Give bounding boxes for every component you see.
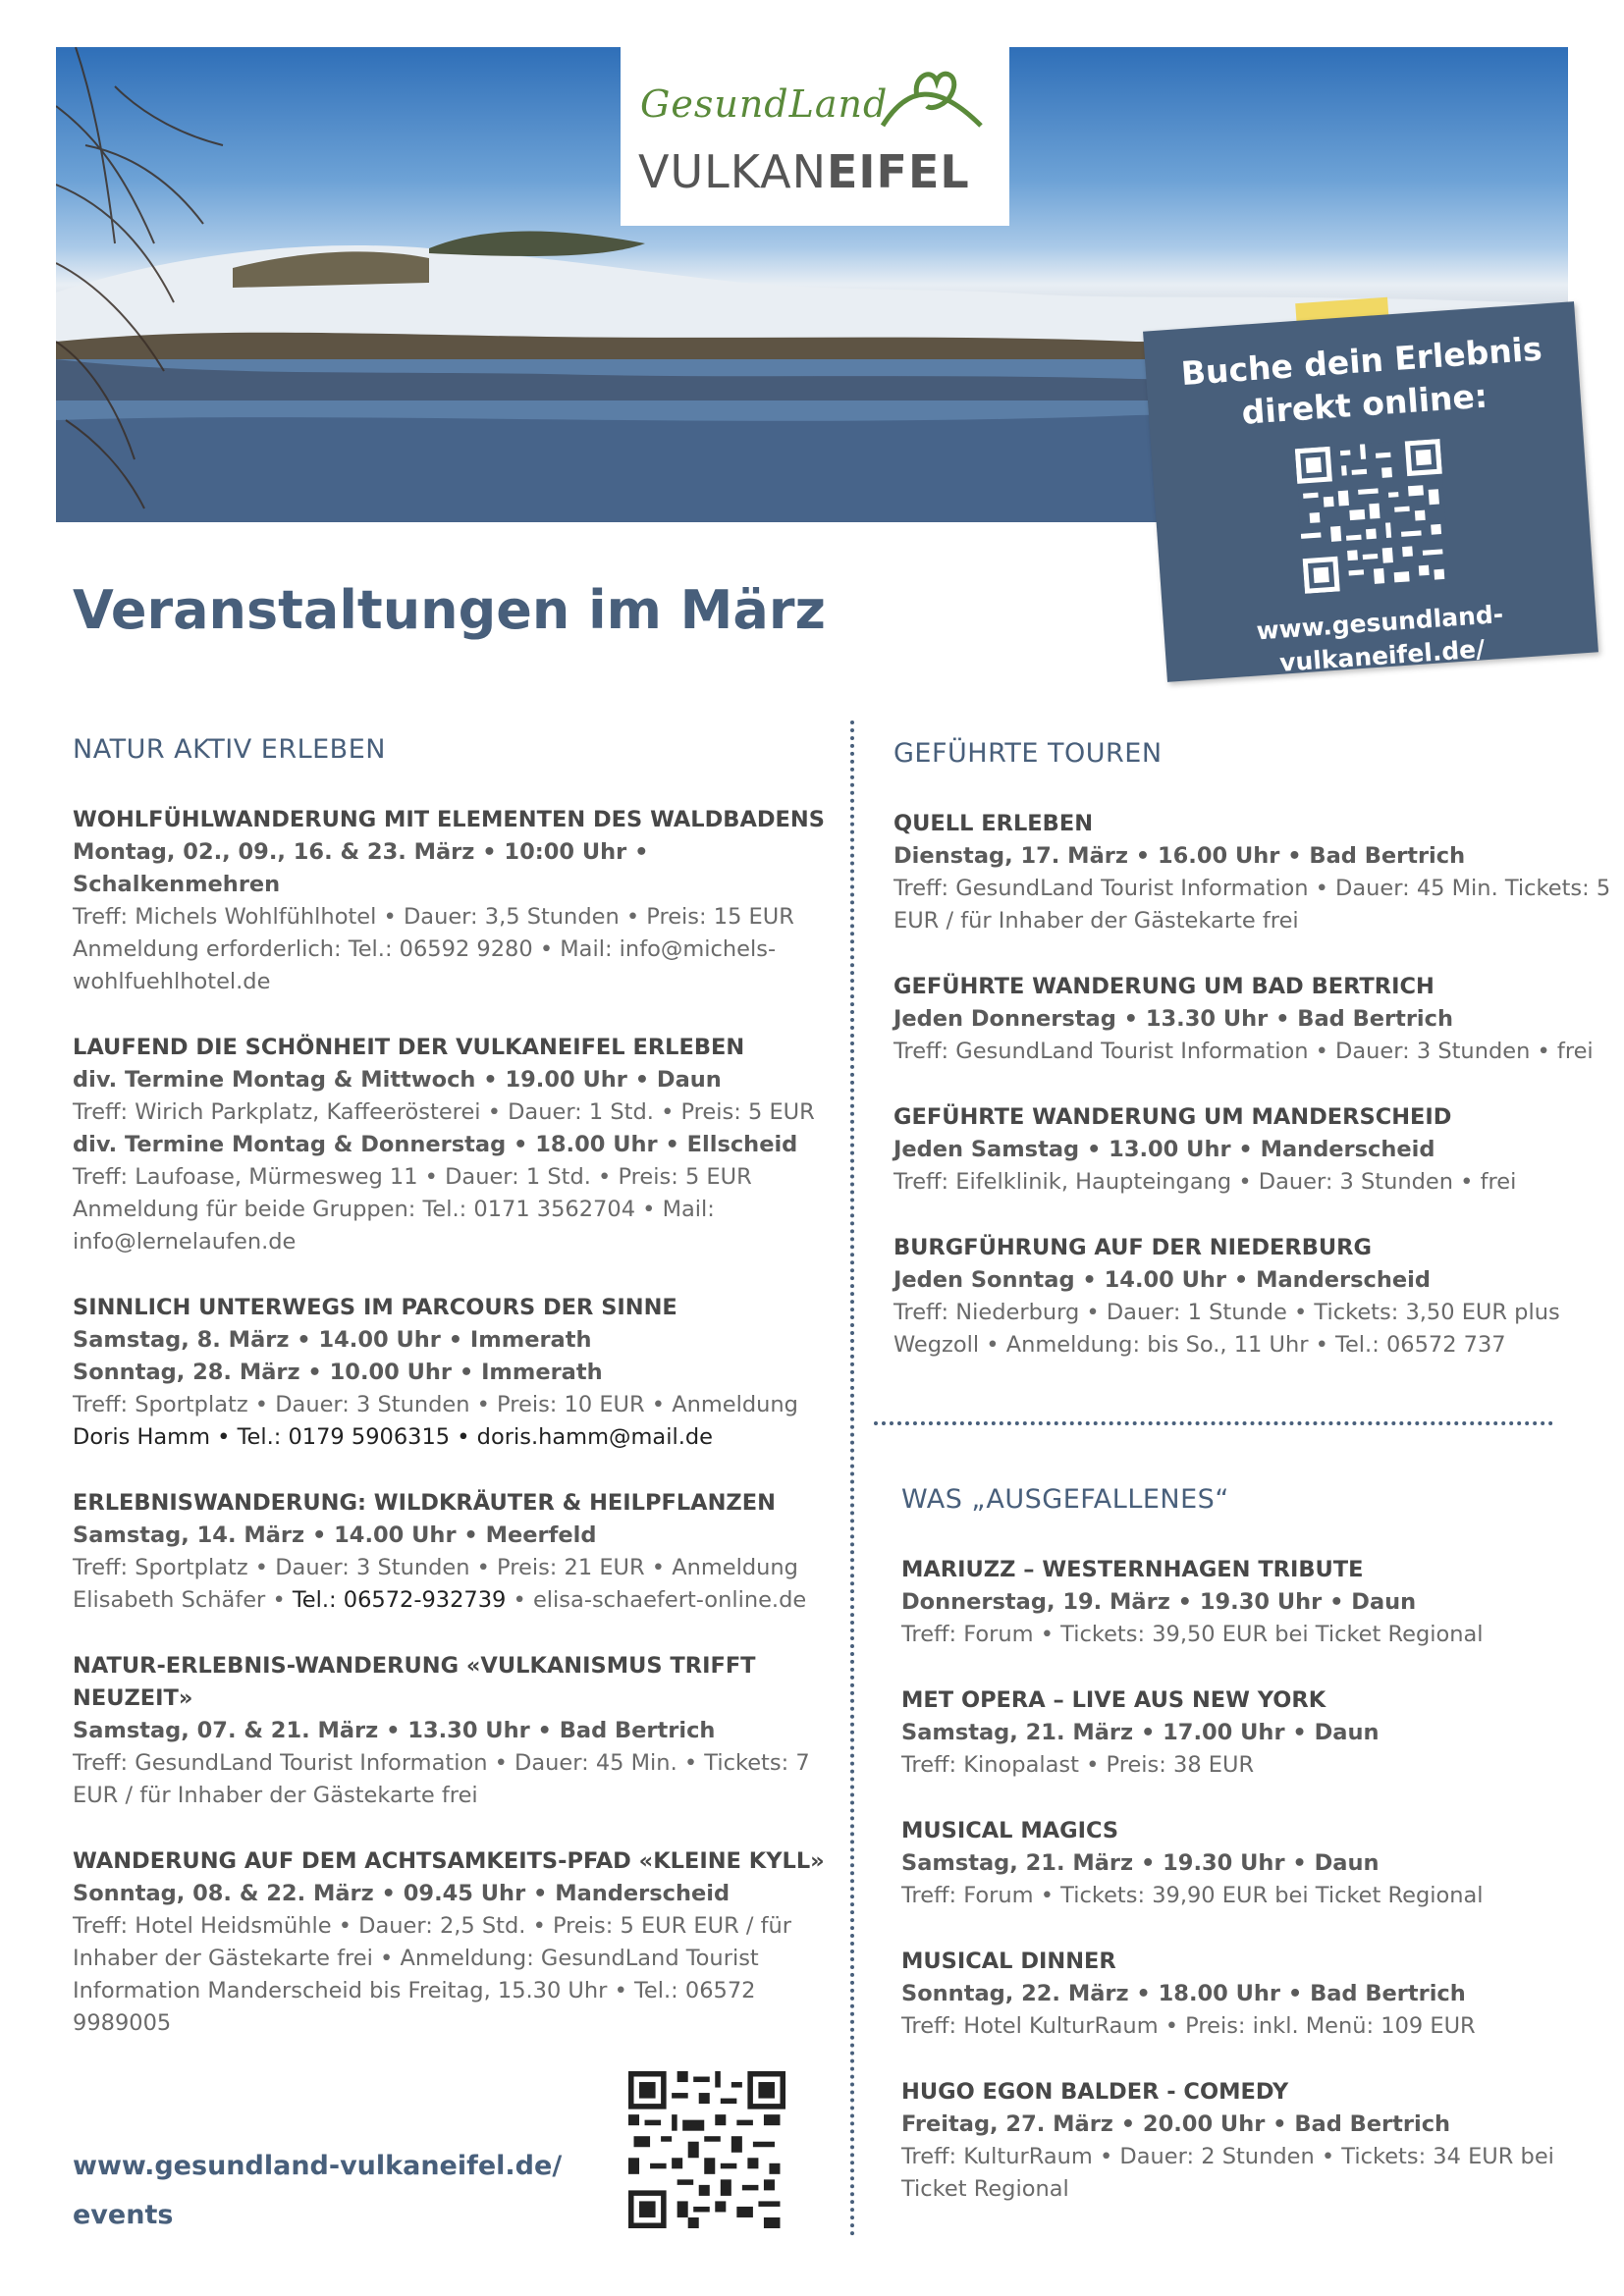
event-info: Treff: KulturRaum • Dauer: 2 Stunden • Tickets: 34 EUR bei Ticket Regional	[901, 2144, 1554, 2202]
event-item	[73, 1292, 839, 1454]
event-title: WANDERUNG AUF DEM ACHTSAMKEITS-PFAD «KLEINE KYLL»	[73, 1848, 825, 1874]
event-date: Jeden Donnerstag • 13.30 Uhr • Bad Bertrich	[893, 1006, 1453, 1032]
heart-leaf-logo-icon	[878, 57, 986, 135]
event-date-secondary: div. Termine Montag & Donnerstag • 18.00 Uhr • Ellscheid	[73, 1132, 798, 1157]
footer-events-link[interactable]	[73, 2142, 562, 2240]
event-info: Treff: Forum • Tickets: 39,90 EUR bei Ticket Regional	[901, 1883, 1484, 1908]
event-item	[901, 1554, 1589, 1651]
event-item	[73, 1650, 839, 1812]
event-title: HUGO EGON BALDER - COMEDY	[901, 2079, 1289, 2105]
event-info: Treff: Sportplatz • Dauer: 3 Stunden • Preis: 10 EUR • Anmeldung	[73, 1392, 798, 1417]
event-info: Treff: Wirich Parkplatz, Kaffeerösterei • Dauer: 1 Std. • Preis: 5 EUR	[73, 1099, 815, 1125]
event-info: Treff: GesundLand Tourist Information • Dauer: 3 Stunden • frei	[893, 1039, 1594, 1064]
event-item	[73, 1845, 839, 2040]
event-item	[893, 1101, 1620, 1199]
event-item	[893, 808, 1620, 937]
event-info: Treff: GesundLand Tourist Information • Dauer: 45 Min. • Tickets: 7 EUR / für Inhaber der Gästekarte frei	[73, 1750, 810, 1808]
booking-heading	[1145, 325, 1582, 441]
booking-heading-line2: direkt online:	[1240, 376, 1489, 432]
event-item	[901, 1815, 1589, 1912]
event-title: MUSICAL MAGICS	[901, 1818, 1119, 1843]
event-date: Jeden Samstag • 13.00 Uhr • Manderscheid	[893, 1137, 1435, 1162]
page-title: Veranstaltungen im März	[73, 579, 826, 641]
event-item	[901, 1684, 1589, 1782]
event-date: div. Termine Montag & Mittwoch • 19.00 Uhr • Daun	[73, 1067, 722, 1093]
event-title: SINNLICH UNTERWEGS IM PARCOURS DER SINNE	[73, 1295, 677, 1320]
booking-qr-code[interactable]	[1295, 439, 1450, 594]
event-contact: Doris Hamm • Tel.: 0179 5906315 • doris.hamm@mail.de	[73, 1424, 713, 1450]
section-was-ausgefallenes	[901, 1484, 1589, 2239]
event-info: Treff: Niederburg • Dauer: 1 Stunde • Tickets: 3,50 EUR plus Wegzoll • Anmeldung: bis So., 11 Uhr • Tel.: 06572 737	[893, 1300, 1560, 1358]
event-title: GEFÜHRTE WANDERUNG UM BAD BERTRICH	[893, 974, 1435, 999]
event-date: Montag, 02., 09., 16. & 23. März • 10:00 Uhr • Schalkenmehren	[73, 839, 649, 897]
event-info: Treff: GesundLand Tourist Information • Dauer: 45 Min. Tickets: 5 EUR / für Inhaber der Gästekarte frei	[893, 876, 1611, 934]
event-item	[73, 1487, 839, 1617]
event-info: Treff: Michels Wohlfühlhotel • Dauer: 3,5 Stunden • Preis: 15 EUR Anmeldung erforderlich: Tel.: 06592 9280 • Mail: info@michels-wohlfuehlhotel.de	[73, 904, 794, 994]
event-contact-web: • elisa-schaefert-online.de	[506, 1587, 807, 1613]
booking-note	[1143, 301, 1598, 713]
logo-main-text	[638, 145, 970, 198]
event-date: Sonntag, 08. & 22. März • 09.45 Uhr • Manderscheid	[73, 1881, 731, 1906]
event-date: Samstag, 21. März • 19.30 Uhr • Daun	[901, 1850, 1380, 1876]
booking-url[interactable]	[1164, 591, 1601, 721]
event-item	[901, 2076, 1589, 2206]
event-title: MET OPERA – LIVE AUS NEW YORK	[901, 1687, 1326, 1713]
section-title: NATUR AKTIV ERLEBEN	[73, 734, 386, 765]
event-contact-phone: Tel.: 06572-932739	[292, 1587, 507, 1613]
section-title: WAS „AUSGEFALLENES“	[901, 1484, 1229, 1515]
section-title: GEFÜHRTE TOUREN	[893, 738, 1163, 769]
event-contact	[73, 1584, 839, 1617]
event-title: NATUR-ERLEBNIS-WANDERUNG «VULKANISMUS TRIFFT NEUZEIT»	[73, 1653, 756, 1711]
event-item	[73, 1032, 839, 1258]
event-info-secondary: Treff: Laufoase, Mürmesweg 11 • Dauer: 1 Std. • Preis: 5 EUR Anmeldung für beide Gruppen: Tel.: 0171 3562704 • Mail: info@lernelaufen.de	[73, 1164, 752, 1255]
booking-url-line2: buchen/erlebnisse	[1257, 666, 1512, 713]
horizontal-divider	[874, 1421, 1553, 1425]
event-title: BURGFÜHRUNG AUF DER NIEDERBURG	[893, 1235, 1372, 1260]
event-title: ERLEBNISWANDERUNG: WILDKRÄUTER & HEILPFLANZEN	[73, 1490, 776, 1516]
section-natur-aktiv-erleben	[73, 734, 839, 2073]
logo-script-text: GesundLand	[640, 82, 889, 126]
event-contact-name: Elisabeth Schäfer •	[73, 1587, 293, 1613]
footer-url-line1: www.gesundland-vulkaneifel.de/	[73, 2151, 563, 2181]
event-title: MARIUZZ – WESTERNHAGEN TRIBUTE	[901, 1557, 1364, 1582]
event-title: MUSICAL DINNER	[901, 1949, 1116, 1974]
event-title: LAUFEND DIE SCHÖNHEIT DER VULKANEIFEL ERLEBEN	[73, 1035, 745, 1060]
event-date: Dienstag, 17. März • 16.00 Uhr • Bad Bertrich	[893, 843, 1466, 869]
event-date-secondary: Sonntag, 28. März • 10.00 Uhr • Immerath	[73, 1360, 603, 1385]
event-info: Treff: Hotel Heidsmühle • Dauer: 2,5 Std. • Preis: 5 EUR EUR / für Inhaber der Gästekarte frei • Anmeldung: GesundLand Tourist Information Manderscheid bis Freitag, 15.30 Uhr • Tel.: 06572 9989005	[73, 1913, 792, 2036]
booking-url-line1: www.gesundland-vulkaneifel.de/	[1255, 599, 1504, 677]
event-info: Treff: Hotel KulturRaum • Preis: inkl. Menü: 109 EUR	[901, 2013, 1476, 2039]
event-date: Donnerstag, 19. März • 19.30 Uhr • Daun	[901, 1589, 1417, 1615]
event-date: Samstag, 21. März • 17.00 Uhr • Daun	[901, 1720, 1380, 1745]
footer-url-line2: events	[73, 2200, 174, 2230]
event-title: QUELL ERLEBEN	[893, 811, 1094, 836]
event-date: Samstag, 14. März • 14.00 Uhr • Meerfeld	[73, 1522, 597, 1548]
event-date: Sonntag, 22. März • 18.00 Uhr • Bad Bertrich	[901, 1981, 1466, 2006]
event-date: Samstag, 07. & 21. März • 13.30 Uhr • Bad Bertrich	[73, 1718, 716, 1743]
event-info: Treff: Sportplatz • Dauer: 3 Stunden • Preis: 21 EUR • Anmeldung	[73, 1555, 798, 1580]
gesundland-vulkaneifel-logo	[621, 47, 1009, 226]
vertical-divider	[850, 721, 854, 2237]
event-date: Samstag, 8. März • 14.00 Uhr • Immerath	[73, 1327, 592, 1353]
event-date: Jeden Sonntag • 14.00 Uhr • Manderscheid	[893, 1267, 1431, 1293]
event-title: GEFÜHRTE WANDERUNG UM MANDERSCHEID	[893, 1104, 1452, 1130]
event-info: Treff: Kinopalast • Preis: 38 EUR	[901, 1752, 1255, 1778]
logo-main-regular: VULKAN	[638, 145, 827, 198]
footer-qr-code[interactable]	[628, 2071, 785, 2228]
event-item	[893, 971, 1620, 1068]
logo-main-bold: EIFEL	[827, 145, 970, 198]
event-info: Treff: Forum • Tickets: 39,50 EUR bei Ticket Regional	[901, 1622, 1484, 1647]
event-item	[893, 1232, 1620, 1362]
event-item	[73, 804, 839, 998]
booking-heading-line1: Buche dein Erlebnis	[1179, 329, 1543, 394]
event-date: Freitag, 27. März • 20.00 Uhr • Bad Bertrich	[901, 2111, 1451, 2137]
event-info: Treff: Eifelklinik, Haupteingang • Dauer: 3 Stunden • frei	[893, 1169, 1517, 1195]
event-item	[901, 1946, 1589, 2043]
section-gefuehrte-touren	[893, 738, 1620, 1395]
event-title: WOHLFÜHLWANDERUNG MIT ELEMENTEN DES WALDBADENS	[73, 807, 825, 832]
